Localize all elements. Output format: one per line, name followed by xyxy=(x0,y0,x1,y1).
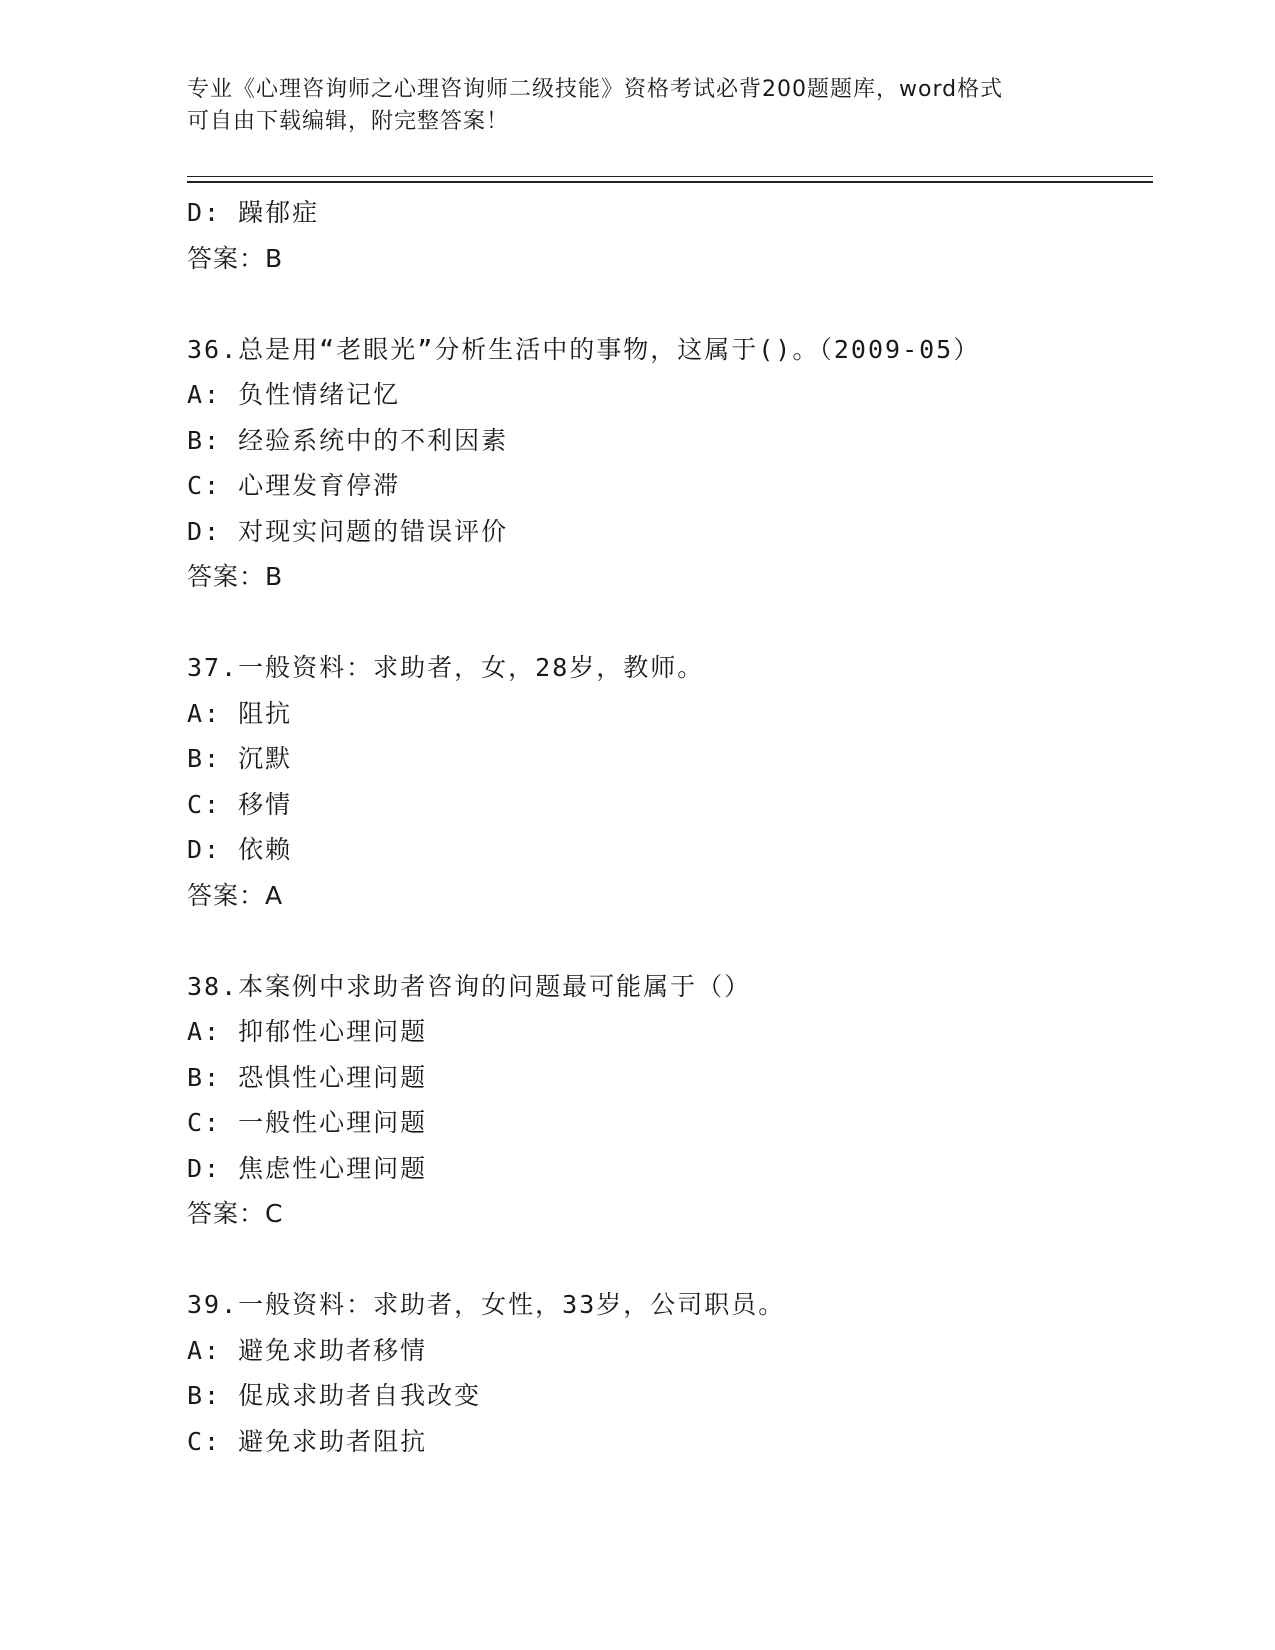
spacer xyxy=(187,1237,1153,1283)
answer-line: 答案：B xyxy=(187,562,284,591)
option-b: B: 促成求助者自我改变 xyxy=(187,1381,482,1410)
header-line-1: 专业《心理咨询师之心理咨询师二级技能》资格考试必背200题题库，word格式 xyxy=(187,77,1004,102)
option-d: D: 躁郁症 xyxy=(187,198,320,227)
question-38: 38.本案例中求助者咨询的问题最可能属于（） xyxy=(187,971,752,1001)
option-c: C: 一般性心理问题 xyxy=(187,1108,428,1137)
spacer xyxy=(187,918,1153,964)
option-d: D: 焦虑性心理问题 xyxy=(187,1153,428,1183)
option-c: C: 心理发育停滞 xyxy=(187,471,401,500)
header-divider-thick xyxy=(187,181,1153,183)
option-a: A: 负性情绪记忆 xyxy=(187,380,401,409)
option-d: D: 对现实问题的错误评价 xyxy=(187,516,509,546)
spacer xyxy=(187,600,1153,646)
answer-line: 答案：C xyxy=(187,1199,284,1228)
option-a: A: 抑郁性心理问题 xyxy=(187,1017,428,1046)
spacer xyxy=(187,281,1153,327)
header-line-2: 可自由下载编辑，附完整答案！ xyxy=(187,109,510,134)
option-a: A: 避免求助者移情 xyxy=(187,1335,428,1365)
document-header xyxy=(187,74,1087,138)
answer-line: 答案：A xyxy=(187,880,284,910)
question-37: 37.一般资料：求助者，女，28岁，教师。 xyxy=(187,653,705,682)
option-c: C: 移情 xyxy=(187,789,293,819)
answer-line: 答案：B xyxy=(187,243,284,273)
option-b: B: 经验系统中的不利因素 xyxy=(187,425,509,455)
question-39: 39.一般资料：求助者，女性，33岁，公司职员。 xyxy=(187,1290,786,1319)
option-c: C: 避免求助者阻抗 xyxy=(187,1426,428,1456)
question-36: 36.总是用“老眼光”分析生活中的事物，这属于()。（2009-05） xyxy=(187,334,981,364)
option-d: D: 依赖 xyxy=(187,835,293,864)
option-a: A: 阻抗 xyxy=(187,698,293,728)
option-b: B: 恐惧性心理问题 xyxy=(187,1062,428,1092)
question-list xyxy=(187,190,1153,1464)
option-b: B: 沉默 xyxy=(187,744,293,773)
header-divider-thin xyxy=(187,176,1153,177)
